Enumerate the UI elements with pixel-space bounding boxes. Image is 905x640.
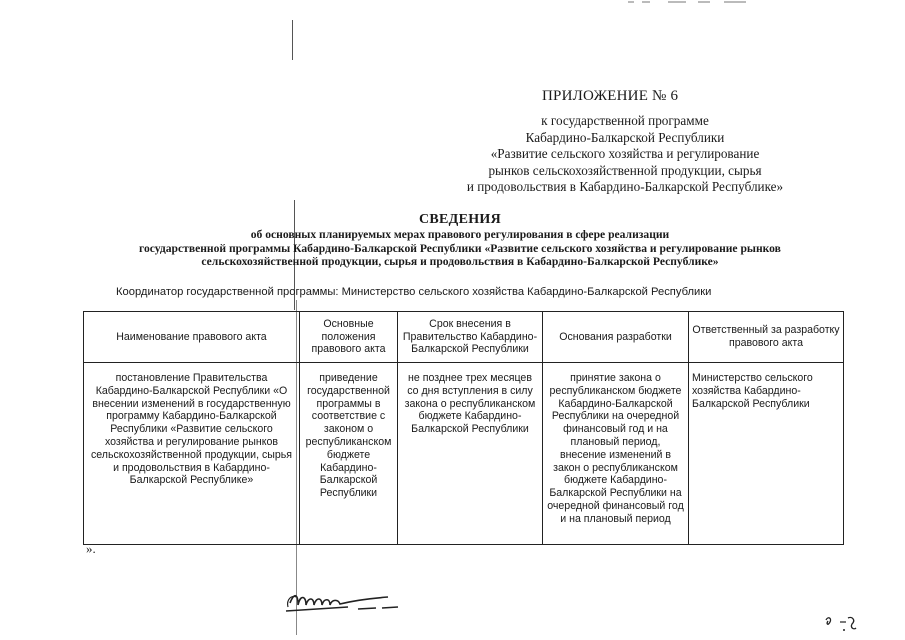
document-subheading bbox=[80, 228, 840, 269]
column-header-act-name: Наименование правового акта bbox=[84, 312, 300, 363]
appendix-subtitle bbox=[440, 113, 810, 196]
cell-act-name: постановление Правительства Кабардино-Балкарской Республики «О внесении изменений в государственную программу Кабардино-Балкарской Республики «Развитие сельского хозяйства и регулирование рынков сельскохозяйственной продукции, сырья и продовольствия в Кабардино-Балкарской Республике» bbox=[84, 363, 300, 545]
cell-main-provisions: приведение государственной программы в соответствие с законом о республиканском бюджете Кабардино-Балкарской Республики bbox=[300, 363, 398, 545]
column-header-main-provisions: Основные положения правового акта bbox=[300, 312, 398, 363]
subheading-line: государственной программы Кабардино-Балкарской Республики «Развитие сельского хозяйства и регулирование рынков bbox=[139, 241, 781, 255]
appendix-line: к государственной программе bbox=[541, 113, 709, 128]
document-heading: СВЕДЕНИЯ bbox=[418, 212, 502, 227]
scan-dash-marks bbox=[628, 0, 758, 6]
appendix-line: «Развитие сельского хозяйства и регулирование bbox=[490, 146, 760, 162]
column-header-grounds: Основания разработки bbox=[543, 312, 689, 363]
appendix-title: ПРИЛОЖЕНИЕ № 6 bbox=[542, 88, 679, 104]
appendix-line: рынков сельскохозяйственной продукции, сырья bbox=[488, 162, 762, 178]
table-row bbox=[84, 363, 844, 545]
cell-responsible: Министерство сельского хозяйства Кабардино-Балкарской Республики bbox=[689, 363, 844, 545]
appendix-line: и продовольствия в Кабардино-Балкарской Республике» bbox=[466, 179, 784, 195]
column-header-responsible: Ответственный за разработку правового акта bbox=[689, 312, 844, 363]
closing-quote: ». bbox=[86, 541, 96, 556]
program-coordinator: Координатор государственной программы: Министерство сельского хозяйства Кабардино-Балкарской Республики bbox=[116, 286, 712, 298]
legal-acts-table bbox=[83, 311, 844, 545]
cell-grounds: принятие закона о республиканском бюджете Кабардино-Балкарской Республики на очередной финансовый год и на плановый период, внесение изменений в закон о республиканском бюджете Кабардино-Балкарской Республики на очередной финансовый год и на плановый период bbox=[543, 363, 689, 545]
subheading-line: сельскохозяйственной продукции, сырья и продовольствия в Кабардино-Балкарской Республике» bbox=[201, 255, 719, 269]
cell-submission-deadline: не позднее трех месяцев со дня вступления в силу закона о республиканском бюджете Кабардино-Балкарской Республики bbox=[398, 363, 543, 545]
table-header-row bbox=[84, 312, 844, 363]
handwritten-mark-icon bbox=[822, 612, 862, 634]
appendix-line: Кабардино-Балкарской Республики bbox=[525, 129, 725, 145]
column-header-submission-deadline: Срок внесения в Правительство Кабардино-Балкарской Республики bbox=[398, 312, 543, 363]
scan-margin-line bbox=[292, 20, 293, 60]
signature-icon bbox=[268, 585, 418, 625]
subheading-line: об основных планируемых мерах правового регулирования в сфере реализации bbox=[250, 228, 670, 241]
